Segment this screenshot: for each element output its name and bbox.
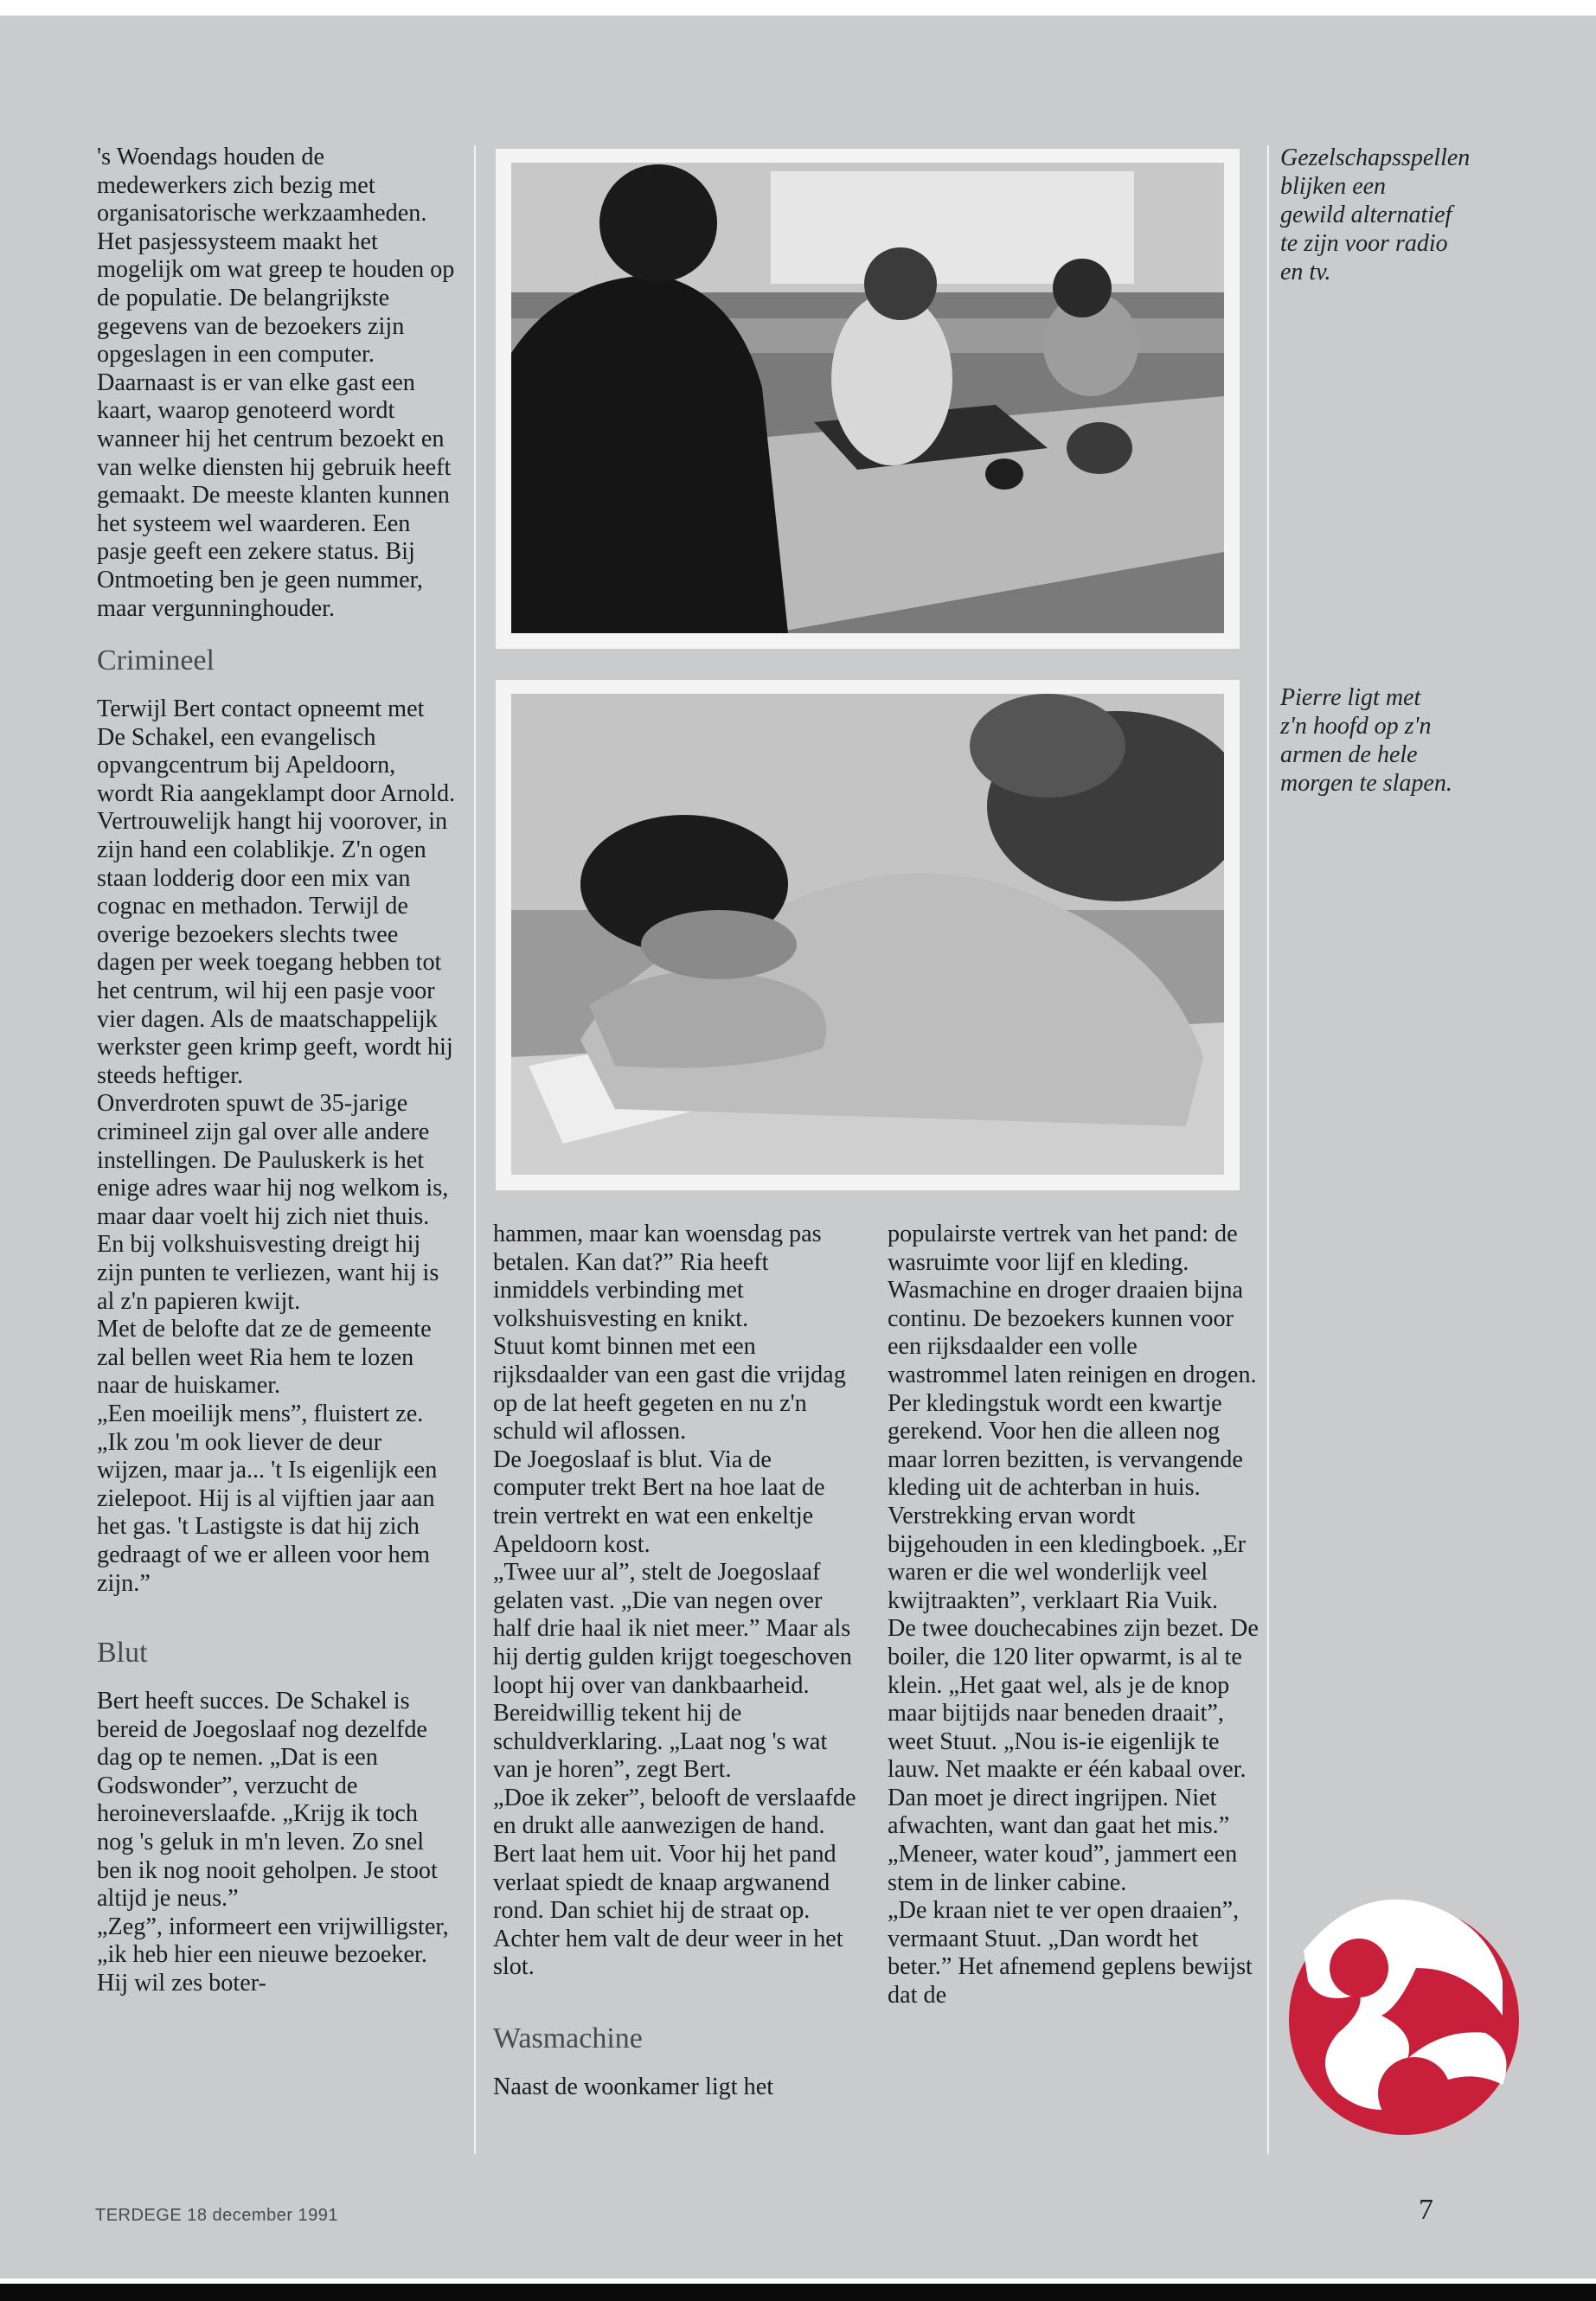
paragraph: „Meneer, water koud”, jammert een stem in de linker cabine. — [888, 1841, 1238, 1896]
magazine-page — [0, 16, 1596, 2279]
intro-paragraph: 's Woendags houden de medewerkers zich bezig met organisatorische werkzaamheden. Het pasjessysteem maakt het mogelijk om wat greep te houden op de populatie. De belangrijkste gegevens van de bezoekers zijn opgeslagen in een computer. Daarnaast is er van elke gast een kaart, waarop genoteerd wordt wanneer hij het centrum bezoekt en van welke diensten hij gebruik heeft gemaakt. De meeste klanten kunnen het systeem wel waarderen. Een pasje geeft een zekere status. Bij Ontmoeting ben je geen nummer, maar vergunninghouder. — [97, 144, 455, 622]
paragraph: „Een moeilijk mens”, fluistert ze. „Ik zou 'm ook liever de deur wijzen, maar ja... 't Is eigenlijk een zielepoot. Hij is al vijftien jaar aan het gas. 't Lastigste is dat hij zich gedraagt of we er alleen voor hem zijn.” — [97, 1400, 438, 1597]
photo-board-game — [511, 163, 1224, 633]
footer-source: TERDEGE 18 december 1991 — [95, 2206, 339, 2225]
paragraph: Stuut komt binnen met een rijksdaalder van een gast die vrijdag op de lat heeft gegeten en nu z'n schuld wil aflossen. — [493, 1333, 846, 1445]
paragraph: „De kraan niet te ver open draaien”, vermaant Stuut. „Dan wordt het beter.” Het afnemend geplens bewijst dat de — [888, 1897, 1253, 2009]
paragraph: „Zeg”, informeert een vrijwilligster, „ik heb hier een nieuwe bezoeker. Hij wil zes boter- — [97, 1913, 449, 1997]
paragraph: Bert heeft succes. De Schakel is bereid de Joegoslaaf nog dezelfde dag op te nemen. „Dat is een Godswonder”, verzucht de heroineverslaafde. „Krijg ik toch nog 's geluk in m'n leven. Zo snel ben ik nog nooit geholpen. Je stoot altijd je neus.” — [97, 1688, 438, 1913]
paragraph: De twee douchecabines zijn bezet. De boiler, die 120 liter opwarmt, is al te klein. „Het gaat wel, als je de knop maar bijtijds naar beneden draait”, weet Stuut. „Nou is-ie eigenlijk te lauw. Net maakte er één kabaal over. Dan moet je direct ingrijpen. Niet afwachten, want dan gaat het mis.” — [888, 1615, 1259, 1840]
column-divider — [474, 145, 476, 2154]
paragraph: hammen, maar kan woensdag pas betalen. Kan dat?” Ria heeft inmiddels verbinding met volkshuisvesting en knikt. — [493, 1221, 822, 1332]
photo-sleeping-man — [511, 694, 1224, 1175]
page-number: 7 — [1419, 2194, 1433, 2226]
heading-blut: Blut — [97, 1637, 148, 1670]
photo-caption: Gezelschapsspellen blijken een gewild alternatief te zijn voor radio en tv. — [1280, 144, 1471, 285]
paragraph: Terwijl Bert contact opneemt met De Schakel, een evangelisch opvangcentrum bij Apeldoorn, wordt Ria aangeklampt door Arnold. Vertrouwelijk hangt hij voorover, in zijn hand een colablikje. Z'n ogen staan lodderig door een mix van cognac en methadon. Terwijl de overige bezoekers slechts twee dagen per week toegang hebben tot het centrum, wil hij een pasje voor vier dagen. Als de maatschappelijk werkster geen krimp geeft, wordt hij steeds heftiger. — [97, 695, 456, 1089]
paragraph: De Joegoslaaf is blut. Via de computer trekt Bert na hoe laat de trein vertrekt en wat een enkeltje Apeldoorn kost. — [493, 1445, 825, 1558]
text-column-2 — [493, 1221, 856, 2102]
red-circle-with-figures-logo-icon — [1286, 1886, 1522, 2154]
paragraph: Met de belofte dat ze de gemeente zal bellen weet Ria hem te lozen naar de huiskamer. — [97, 1316, 432, 1400]
column-divider — [1267, 145, 1269, 2154]
heading-crimineel: Crimineel — [97, 644, 215, 677]
paragraph: „Twee uur al”, stelt de Joegoslaaf gelaten vast. „Die van negen over half drie haal ik niet meer.” Maar als hij dertig gulden krijgt toegeschoven loopt hij over van dankbaarheid. Bereidwillig tekent hij de schuldverklaring. „Laat nog 's wat van je horen”, zegt Bert. — [493, 1559, 852, 1784]
scan-border — [0, 2284, 1596, 2301]
text-column-1 — [97, 144, 456, 1998]
paragraph: „Doe ik zeker”, belooft de verslaafde en drukt alle aanwezigen de hand. Bert laat hem uit. Voor hij het pand verlaat spiedt de knaap argwanend rond. Dan schiet hij de straat op. Achter hem valt de deur weer in het slot. — [493, 1784, 856, 1981]
heading-wasmachine: Wasmachine — [493, 2022, 643, 2055]
paragraph: populairste vertrek van het pand: de wasruimte voor lijf en kleding. Wasmachine en droger draaien bijna continu. De bezoekers kunnen voor een rijksdaalder een volle wastrommel laten reinigen en drogen. Per kledingstuk wordt een kwartje gerekend. Voor hen die alleen nog maar lorren bezitten, is vervangende kleding uit de achterban in huis. Verstrekking ervan wordt bijgehouden in een kledingboek. „Er waren er die wel wonderlijk veel kwijtraakten”, verklaart Ria Vuik. — [888, 1221, 1257, 1614]
text-column-3 — [888, 1221, 1259, 2010]
photo-caption: Pierre ligt met z'n hoofd op z'n armen de hele morgen te slapen. — [1280, 684, 1452, 797]
paragraph: Naast de woonkamer ligt het — [493, 2073, 774, 2101]
paragraph: Onverdroten spuwt de 35-jarige crimineel zijn gal over alle andere instellingen. De Pauluskerk is het enige adres waar hij nog welkom is, maar daar voelt hij zich niet thuis. En bij volkshuisvesting dreigt hij zijn punten te verliezen, want hij is al z'n papieren kwijt. — [97, 1090, 449, 1315]
